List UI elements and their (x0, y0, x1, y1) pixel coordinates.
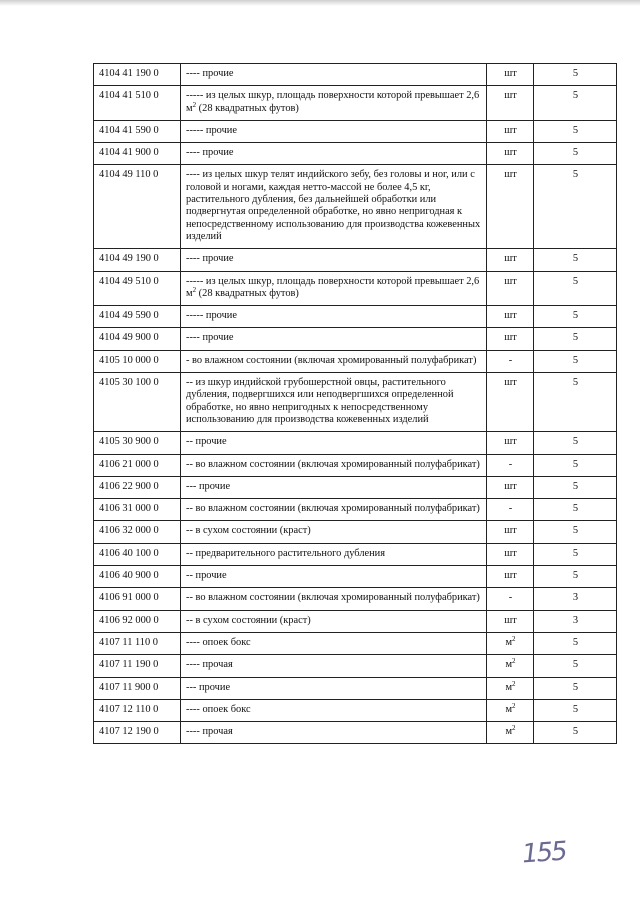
code-cell: 4107 12 110 0 (94, 699, 181, 721)
tariff-table (93, 63, 617, 744)
table-row (94, 610, 617, 632)
code-cell: 4104 41 590 0 (94, 120, 181, 142)
unit-cell: $м^2$ (487, 699, 534, 721)
description-cell: ---- прочая (181, 722, 487, 744)
code-cell: 4106 31 000 0 (94, 499, 181, 521)
table-row (94, 271, 617, 306)
unit-cell: шт (487, 566, 534, 588)
rate-cell: 5 (534, 655, 617, 677)
unit-cell: - (487, 350, 534, 372)
code-cell: 4107 11 110 0 (94, 632, 181, 654)
unit-cell: шт (487, 306, 534, 328)
rate-cell: 5 (534, 499, 617, 521)
code-cell: 4107 11 900 0 (94, 677, 181, 699)
rate-cell: 3 (534, 610, 617, 632)
code-cell: 4105 30 900 0 (94, 432, 181, 454)
code-cell: 4107 12 190 0 (94, 722, 181, 744)
code-cell: 4104 49 190 0 (94, 249, 181, 271)
unit-cell: шт (487, 432, 534, 454)
rate-cell: 5 (534, 722, 617, 744)
table-row (94, 499, 617, 521)
rate-cell: 5 (534, 632, 617, 654)
unit-cell: шт (487, 271, 534, 306)
table-row (94, 543, 617, 565)
table-row (94, 64, 617, 86)
table-row (94, 655, 617, 677)
table-row (94, 566, 617, 588)
unit-cell: шт (487, 521, 534, 543)
unit-cell: - (487, 454, 534, 476)
code-cell: 4104 49 900 0 (94, 328, 181, 350)
description-cell: -- во влажном состоянии (включая хромированный полуфабрикат) (181, 588, 487, 610)
table-row (94, 249, 617, 271)
code-cell: 4105 30 100 0 (94, 373, 181, 432)
description-cell: -- во влажном состоянии (включая хромированный полуфабрикат) (181, 499, 487, 521)
tariff-table-body (94, 64, 617, 744)
description-cell: ----- из целых шкур, площадь поверхности которой превышает 2,6 $м^2$ (28 квадратных футов) (181, 271, 487, 306)
rate-cell: 5 (534, 271, 617, 306)
unit-cell: $м^2$ (487, 722, 534, 744)
rate-cell: 5 (534, 165, 617, 249)
description-cell: -- во влажном состоянии (включая хромированный полуфабрикат) (181, 454, 487, 476)
code-cell: 4104 41 900 0 (94, 143, 181, 165)
description-cell: -- предварительного растительного дубления (181, 543, 487, 565)
code-cell: 4107 11 190 0 (94, 655, 181, 677)
rate-cell: 3 (534, 588, 617, 610)
table-row (94, 454, 617, 476)
table-row (94, 120, 617, 142)
description-cell: ---- прочие (181, 143, 487, 165)
unit-cell: шт (487, 476, 534, 498)
description-cell: -- прочие (181, 432, 487, 454)
unit-cell: $м^2$ (487, 677, 534, 699)
rate-cell: 5 (534, 350, 617, 372)
rate-cell: 5 (534, 543, 617, 565)
table-row (94, 373, 617, 432)
description-cell: ---- прочие (181, 328, 487, 350)
unit-cell: шт (487, 120, 534, 142)
description-cell: ----- из целых шкур, площадь поверхности которой превышает 2,6 $м^2$ (28 квадратных футов) (181, 86, 487, 121)
table-row (94, 521, 617, 543)
rate-cell: 5 (534, 566, 617, 588)
code-cell: 4106 92 000 0 (94, 610, 181, 632)
rate-cell: 5 (534, 432, 617, 454)
description-cell: -- из шкур индийской грубошерстной овцы, растительного дубления, подвергшихся или неподвергшихся определенной обработке, но явно непригодных к непосредственному использованию для производства кожевенных изделий (181, 373, 487, 432)
unit-cell: шт (487, 64, 534, 86)
code-cell: 4106 91 000 0 (94, 588, 181, 610)
rate-cell: 5 (534, 120, 617, 142)
table-row (94, 86, 617, 121)
rate-cell: 5 (534, 143, 617, 165)
description-cell: -- в сухом состоянии (краст) (181, 521, 487, 543)
unit-cell: шт (487, 143, 534, 165)
code-cell: 4104 49 110 0 (94, 165, 181, 249)
rate-cell: 5 (534, 306, 617, 328)
unit-cell: шт (487, 86, 534, 121)
code-cell: 4106 22 900 0 (94, 476, 181, 498)
description-cell: ----- прочие (181, 120, 487, 142)
description-cell: - во влажном состоянии (включая хромированный полуфабрикат) (181, 350, 487, 372)
description-cell: ---- опоек бокс (181, 699, 487, 721)
rate-cell: 5 (534, 86, 617, 121)
unit-cell: - (487, 588, 534, 610)
code-cell: 4106 40 100 0 (94, 543, 181, 565)
code-cell: 4106 21 000 0 (94, 454, 181, 476)
table-row (94, 350, 617, 372)
unit-cell: $м^2$ (487, 655, 534, 677)
rate-cell: 5 (534, 64, 617, 86)
rate-cell: 5 (534, 249, 617, 271)
description-cell: ---- прочая (181, 655, 487, 677)
unit-cell: шт (487, 165, 534, 249)
description-cell: ---- прочие (181, 249, 487, 271)
description-cell: ---- опоек бокс (181, 632, 487, 654)
unit-cell: - (487, 499, 534, 521)
description-cell: ---- из целых шкур телят индийского зебу, без головы и ног, или с головой и ногами, каждая нетто-массой не более 4,5 кг, растительного дубления, без дальнейшей обработки или подвергнутая определенной обработке, но явно непригодная к непосредственному использованию для производства кожевенных изделий (181, 165, 487, 249)
rate-cell: 5 (534, 476, 617, 498)
table-row (94, 677, 617, 699)
unit-cell: шт (487, 610, 534, 632)
description-cell: -- прочие (181, 566, 487, 588)
table-row (94, 632, 617, 654)
rate-cell: 5 (534, 373, 617, 432)
table-row (94, 722, 617, 744)
unit-cell: шт (487, 543, 534, 565)
table-row (94, 432, 617, 454)
table-row (94, 306, 617, 328)
scan-top-edge (0, 0, 640, 6)
table-row (94, 588, 617, 610)
description-cell: -- в сухом состоянии (краст) (181, 610, 487, 632)
table-row (94, 143, 617, 165)
description-cell: ---- прочие (181, 64, 487, 86)
table-row (94, 165, 617, 249)
description-cell: --- прочие (181, 476, 487, 498)
unit-cell: шт (487, 249, 534, 271)
description-cell: --- прочие (181, 677, 487, 699)
code-cell: 4104 41 510 0 (94, 86, 181, 121)
table-row (94, 328, 617, 350)
code-cell: 4104 41 190 0 (94, 64, 181, 86)
rate-cell: 5 (534, 699, 617, 721)
table-row (94, 476, 617, 498)
code-cell: 4104 49 510 0 (94, 271, 181, 306)
code-cell: 4104 49 590 0 (94, 306, 181, 328)
unit-cell: шт (487, 373, 534, 432)
code-cell: 4106 40 900 0 (94, 566, 181, 588)
unit-cell: $м^2$ (487, 632, 534, 654)
unit-cell: шт (487, 328, 534, 350)
handwritten-page-number: 155 (521, 836, 567, 870)
code-cell: 4106 32 000 0 (94, 521, 181, 543)
rate-cell: 5 (534, 677, 617, 699)
rate-cell: 5 (534, 454, 617, 476)
rate-cell: 5 (534, 328, 617, 350)
rate-cell: 5 (534, 521, 617, 543)
table-row (94, 699, 617, 721)
description-cell: ----- прочие (181, 306, 487, 328)
code-cell: 4105 10 000 0 (94, 350, 181, 372)
